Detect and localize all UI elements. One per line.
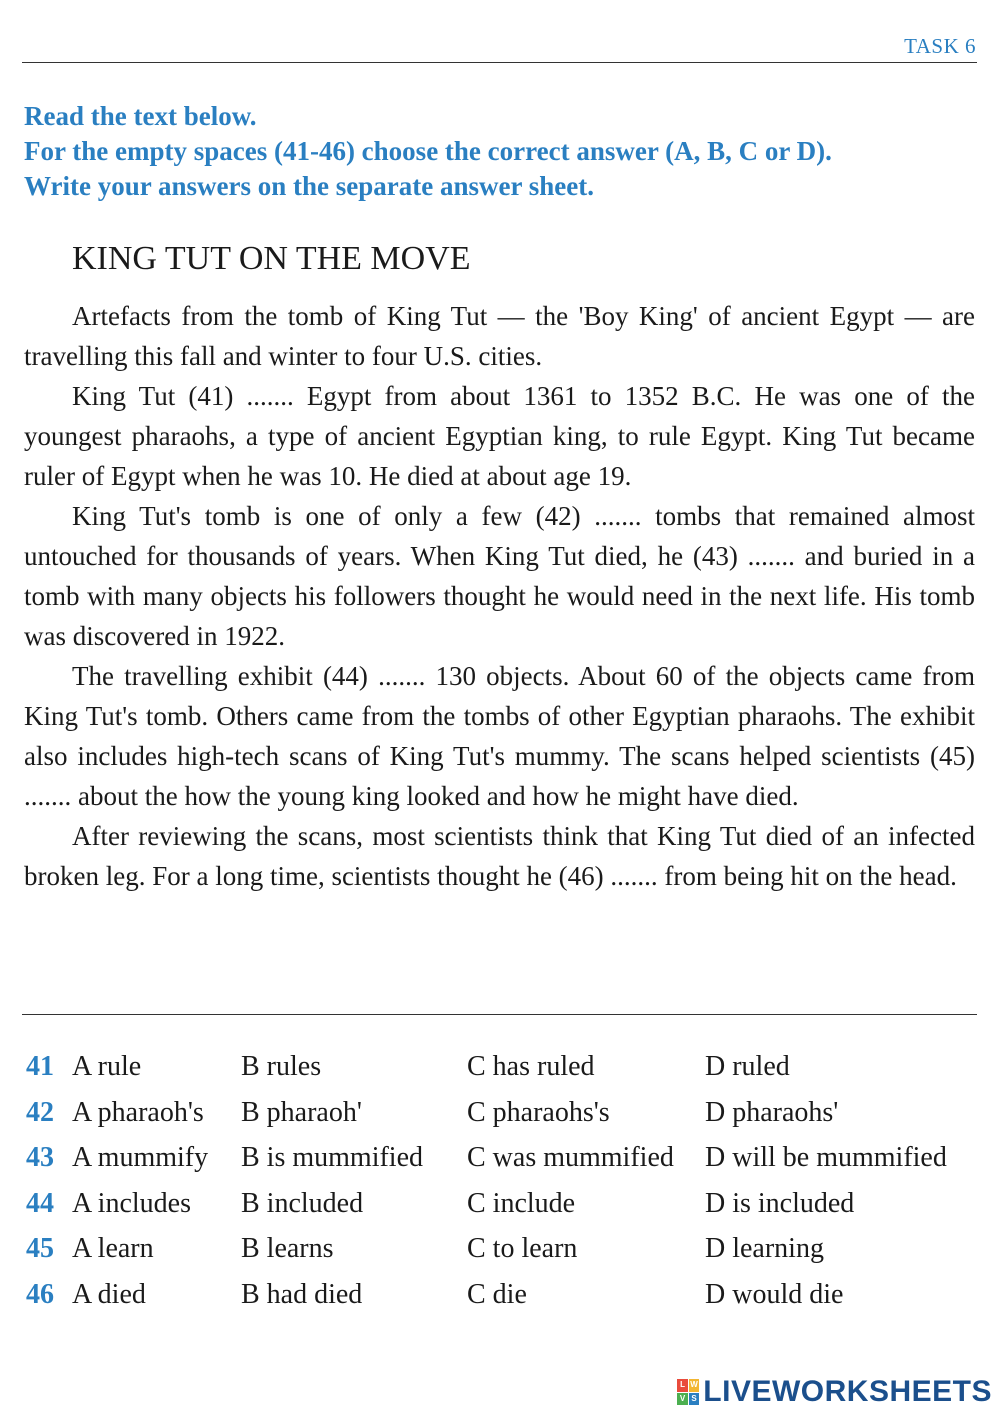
question-row-41 xyxy=(26,1044,976,1090)
question-number: 41 xyxy=(26,1051,54,1082)
option-d[interactable]: D learning xyxy=(705,1233,824,1265)
option-c[interactable]: C was mummified xyxy=(467,1142,674,1174)
option-a[interactable]: A died xyxy=(72,1278,146,1310)
option-d[interactable]: D will be mummified xyxy=(705,1142,947,1174)
option-a[interactable]: A includes xyxy=(72,1187,191,1219)
question-row-46 xyxy=(26,1272,976,1318)
article-paragraph: The travelling exhibit (44) ....... 130 objects. About 60 of the objects came from King Tut's tomb. Others came from the tombs of other Egyptian pharaohs. The exhibit also includes high-tech scans of King Tut's mummy. The scans helped scientists (45) ....... about the how the young king looked and how he might have died. xyxy=(24,661,975,811)
answer-options xyxy=(26,1044,976,1318)
instruction-line: Write your answers on the separate answer sheet. xyxy=(24,171,594,201)
question-row-44 xyxy=(26,1181,976,1227)
option-c[interactable]: C die xyxy=(467,1278,527,1310)
option-d[interactable]: D pharaohs' xyxy=(705,1096,839,1128)
liveworksheets-logo-icon xyxy=(677,1379,699,1405)
option-c[interactable]: C include xyxy=(467,1187,576,1219)
task-label: TASK 6 xyxy=(904,34,976,58)
option-b[interactable]: B included xyxy=(241,1187,364,1219)
option-a[interactable]: A pharaoh's xyxy=(72,1096,204,1128)
option-b[interactable]: B pharaoh' xyxy=(241,1096,362,1128)
question-number: 45 xyxy=(26,1233,54,1265)
option-b[interactable]: B had died xyxy=(241,1278,363,1310)
article-paragraph: After reviewing the scans, most scientists think that King Tut died of an infected broken leg. For a long time, scientists thought he (46) ....... from being hit on the head. xyxy=(24,821,975,891)
option-b[interactable]: B rules xyxy=(241,1051,322,1082)
instruction-line: Read the text below. xyxy=(24,101,257,131)
liveworksheets-brand[interactable] xyxy=(677,1375,992,1409)
header-divider xyxy=(22,62,977,63)
article-paragraph: Artefacts from the tomb of King Tut — the 'Boy King' of ancient Egypt — are travelling this fall and winter to four U.S. cities. xyxy=(24,301,975,371)
option-d[interactable]: D is included xyxy=(705,1187,855,1219)
option-a[interactable]: A learn xyxy=(72,1233,154,1265)
logo-tile: S xyxy=(689,1393,700,1406)
brand-name: LIVEWORKSHEETS xyxy=(703,1375,992,1408)
logo-tile: V xyxy=(677,1393,688,1406)
option-c[interactable]: C has ruled xyxy=(467,1051,595,1082)
option-b[interactable]: B is mummified xyxy=(241,1142,423,1174)
answers-divider xyxy=(22,1014,977,1015)
option-b[interactable]: B learns xyxy=(241,1233,334,1265)
option-d[interactable]: D ruled xyxy=(705,1051,790,1082)
article-body xyxy=(24,296,975,896)
instructions xyxy=(24,99,984,204)
instruction-line: For the empty spaces (41-46) choose the correct answer (A, B, C or D). xyxy=(24,136,832,166)
option-c[interactable]: C pharaohs's xyxy=(467,1096,610,1128)
logo-tile: W xyxy=(689,1379,700,1392)
question-number: 44 xyxy=(26,1187,54,1219)
question-row-42 xyxy=(26,1090,976,1136)
article-paragraph: King Tut's tomb is one of only a few (42) ....... tombs that remained almost untouched for thousands of years. When King Tut died, he (43) ....... and buried in a tomb with many objects his followers thought he would need in the next life. His tomb was discovered in 1922. xyxy=(24,501,975,651)
option-d[interactable]: D would die xyxy=(705,1278,844,1310)
option-a[interactable]: A rule xyxy=(72,1051,142,1082)
question-number: 42 xyxy=(26,1096,54,1128)
article-title: KING TUT ON THE MOVE xyxy=(72,240,471,277)
question-number: 46 xyxy=(26,1278,54,1310)
option-c[interactable]: C to learn xyxy=(467,1233,578,1265)
question-row-45 xyxy=(26,1226,976,1272)
option-a[interactable]: A mummify xyxy=(72,1142,209,1174)
logo-tile: L xyxy=(677,1379,688,1392)
question-row-43 xyxy=(26,1135,976,1181)
question-number: 43 xyxy=(26,1142,54,1174)
article-paragraph: King Tut (41) ....... Egypt from about 1361 to 1352 B.C. He was one of the youngest pharaohs, a type of ancient Egyptian king, to rule Egypt. King Tut became ruler of Egypt when he was 10. He died at about age 19. xyxy=(24,381,975,491)
